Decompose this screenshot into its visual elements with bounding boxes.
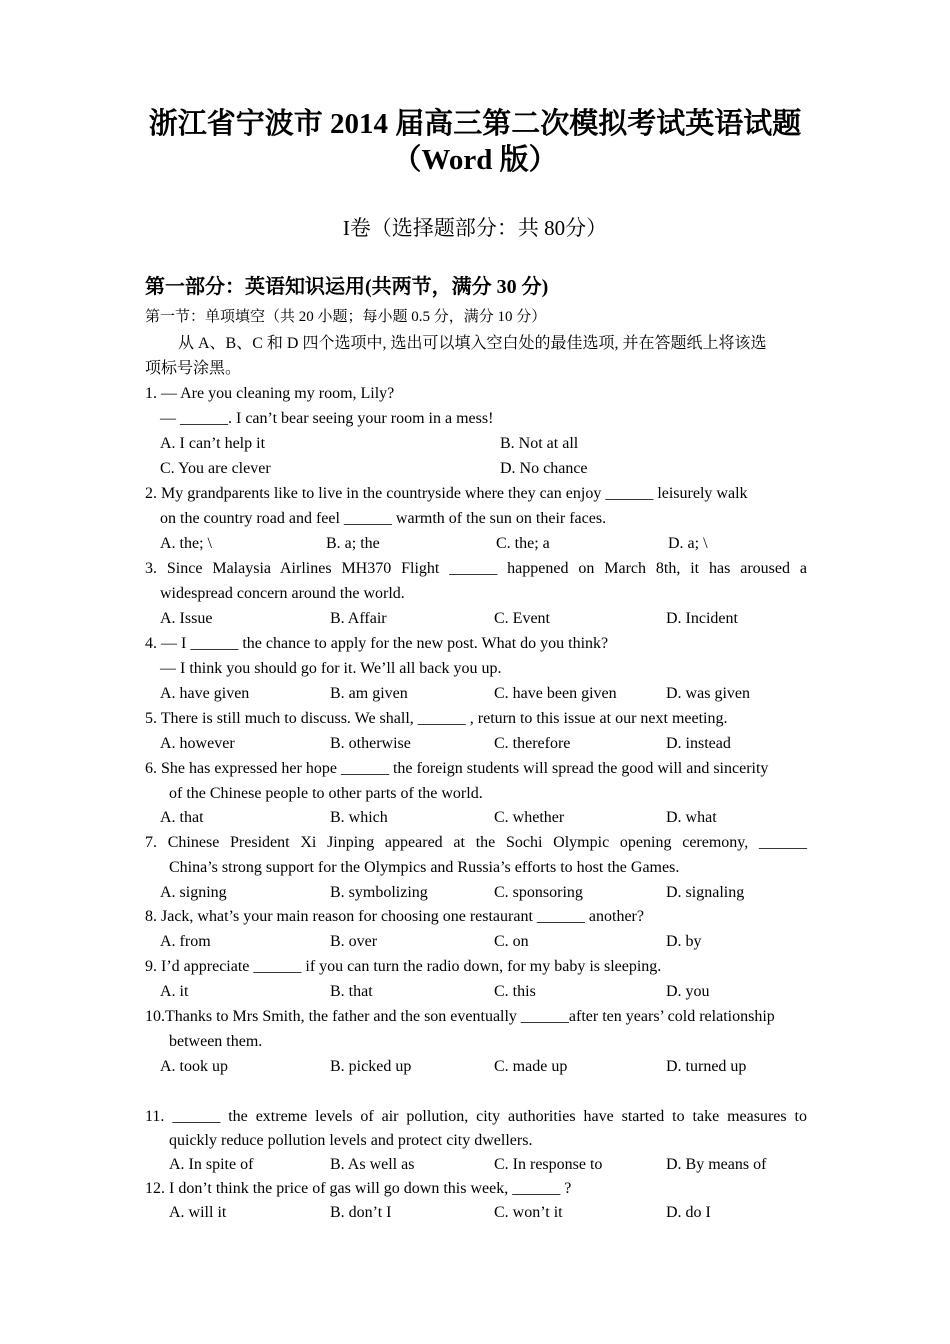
instruction-text: 项标号涂黑。 xyxy=(145,360,242,377)
question-stem: on the country road and feel ______ warmth of the sun on their faces. xyxy=(160,510,607,527)
option-c: C. won’t it xyxy=(494,1204,563,1221)
question-stem: widespread concern around the world. xyxy=(160,585,405,602)
option-d: D. instead xyxy=(666,735,731,752)
option-c: C. on xyxy=(494,933,529,950)
option-a: A. the; \ xyxy=(160,535,212,552)
question-stem: 12. I don’t think the price of gas will go down this week, ______ ? xyxy=(145,1180,572,1197)
option-b: B. that xyxy=(330,983,373,1000)
option-b: B. symbolizing xyxy=(330,884,428,901)
question-stem: quickly reduce pollution levels and protect city dwellers. xyxy=(169,1132,533,1149)
question-stem: 9. I’d appreciate ______ if you can turn the radio down, for my baby is sleeping. xyxy=(145,958,662,975)
option-d: D. by xyxy=(666,933,702,950)
question-stem: between them. xyxy=(169,1033,263,1050)
question-stem: China’s strong support for the Olympics and Russia’s efforts to host the Games. xyxy=(169,859,680,876)
option-b: B. Affair xyxy=(330,610,387,627)
option-d: D. No chance xyxy=(500,460,588,477)
option-c: C. In response to xyxy=(494,1156,603,1173)
option-b: B. which xyxy=(330,809,388,826)
option-c: C. You are clever xyxy=(160,460,271,477)
section-title: I卷（选择题部分：共 80分） xyxy=(342,216,608,240)
option-a: A. signing xyxy=(160,884,227,901)
question-stem: 3. Since Malaysia Airlines MH370 Flight ______ happened on March 8th, it has aroused a xyxy=(145,560,807,577)
question-stem: — ______. I can’t bear seeing your room in a mess! xyxy=(160,410,494,427)
option-d: D. signaling xyxy=(666,884,745,901)
question-stem: 1. — Are you cleaning my room, Lily? xyxy=(145,385,395,402)
option-b: B. a; the xyxy=(326,535,380,552)
option-d: D. Incident xyxy=(666,610,738,627)
option-b: B. am given xyxy=(330,685,408,702)
option-c: C. therefore xyxy=(494,735,571,752)
option-c: C. the; a xyxy=(496,535,550,552)
question-stem: 8. Jack, what’s your main reason for choosing one restaurant ______ another? xyxy=(145,908,644,925)
option-c: C. made up xyxy=(494,1058,568,1075)
option-d: D. what xyxy=(666,809,717,826)
question-stem: 10.Thanks to Mrs Smith, the father and the son eventually ______after ten years’ cold relationship xyxy=(145,1008,775,1025)
option-d: D. By means of xyxy=(666,1156,767,1173)
question-stem: 4. — I ______ the chance to apply for the new post. What do you think? xyxy=(145,635,609,652)
option-b: B. don’t I xyxy=(330,1204,392,1221)
option-b: B. picked up xyxy=(330,1058,412,1075)
question-stem: of the Chinese people to other parts of the world. xyxy=(169,785,483,802)
option-d: D. was given xyxy=(666,685,750,702)
option-b: B. As well as xyxy=(330,1156,415,1173)
question-stem: 11. ______ the extreme levels of air pollution, city authorities have started to take measures to xyxy=(145,1108,807,1125)
option-c: C. sponsoring xyxy=(494,884,583,901)
option-a: A. will it xyxy=(169,1204,227,1221)
option-a: A. have given xyxy=(160,685,250,702)
option-a: A. Issue xyxy=(160,610,213,627)
option-b: B. otherwise xyxy=(330,735,411,752)
option-c: C. have been given xyxy=(494,685,617,702)
exam-title-subtitle: （Word 版） xyxy=(392,144,558,176)
option-c: C. whether xyxy=(494,809,565,826)
option-a: A. however xyxy=(160,735,235,752)
option-d: D. turned up xyxy=(666,1058,747,1075)
question-stem: — I think you should go for it. We’ll all back you up. xyxy=(160,660,502,677)
option-b: B. over xyxy=(330,933,378,950)
option-a: A. that xyxy=(160,809,204,826)
option-c: C. Event xyxy=(494,610,550,627)
question-stem: 6. She has expressed her hope ______ the foreign students will spread the good will and sincerity xyxy=(145,760,769,777)
option-a: A. from xyxy=(160,933,211,950)
option-a: A. took up xyxy=(160,1058,228,1075)
question-stem: 5. There is still much to discuss. We shall, ______ , return to this issue at our next meeting. xyxy=(145,710,728,727)
question-stem: 2. My grandparents like to live in the countryside where they can enjoy ______ leisurely walk xyxy=(145,485,748,502)
option-a: A. it xyxy=(160,983,189,1000)
option-d: D. you xyxy=(666,983,710,1000)
option-d: D. do I xyxy=(666,1204,711,1221)
option-a: A. I can’t help it xyxy=(160,435,266,452)
instruction-text: 从 A、B、C 和 D 四个选项中, 选出可以填入空白处的最佳选项, 并在答题纸上将该选 xyxy=(178,335,767,352)
exam-title: 浙江省宁波市 2014 届高三第二次模拟考试英语试题 xyxy=(148,108,802,140)
part-heading: 第一部分：英语知识运用(共两节，满分 30 分) xyxy=(145,276,549,298)
option-c: C. this xyxy=(494,983,536,1000)
question-stem: 7. Chinese President Xi Jinping appeared at the Sochi Olympic opening ceremony, ______ xyxy=(145,834,807,851)
sub-heading: 第一节：单项填空（共 20 小题；每小题 0.5 分，满分 10 分） xyxy=(145,309,547,325)
option-d: D. a; \ xyxy=(668,535,708,552)
option-a: A. In spite of xyxy=(169,1156,254,1173)
option-b: B. Not at all xyxy=(500,435,579,452)
